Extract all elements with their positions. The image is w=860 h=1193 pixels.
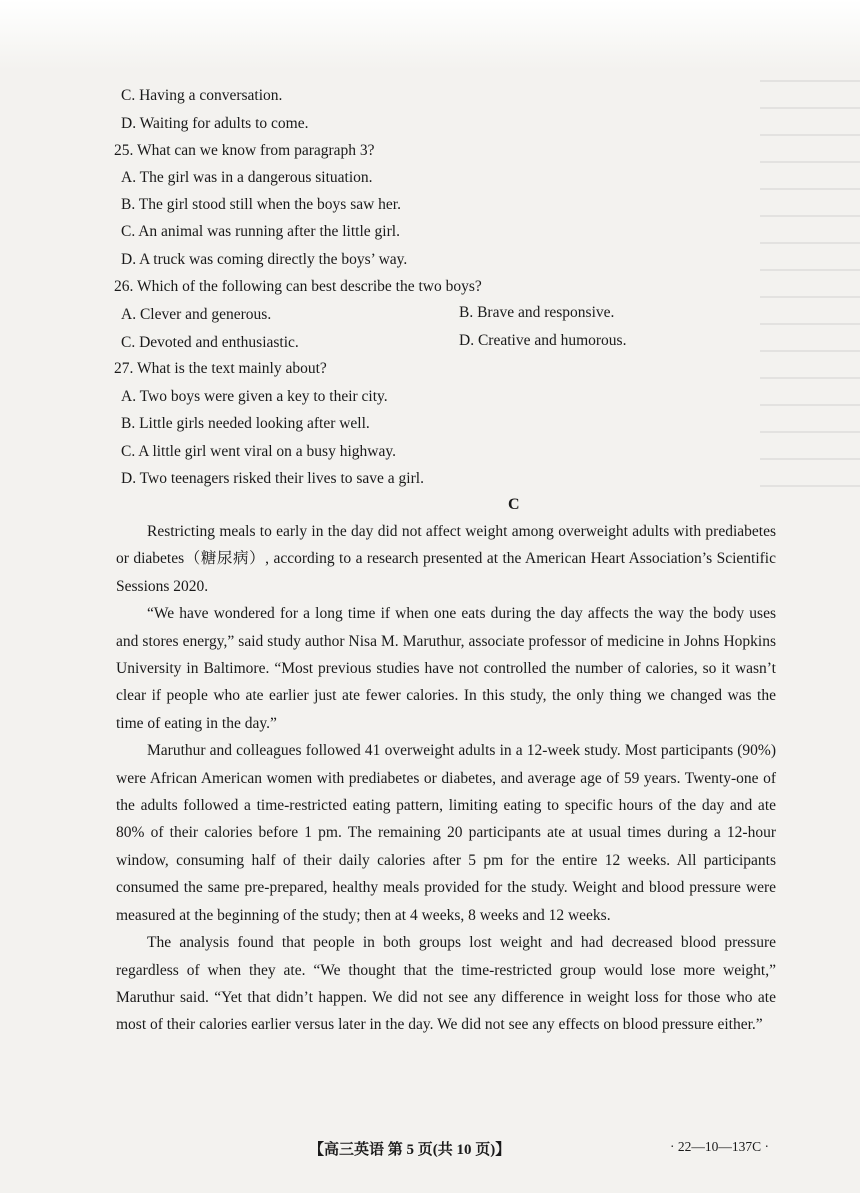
q25-stem: 25. What can we know from paragraph 3? bbox=[114, 142, 375, 159]
section-heading: C bbox=[508, 496, 520, 513]
page-footer: 【高三英语 第 5 页(共 10 页)】 bbox=[309, 1142, 511, 1158]
passage-paragraph-4: The analysis found that people in both groups lost weight and had decreased blood pressure regardless of when they ate. “We thought that the time-restricted group would lose more weight,” Maruthur said. “Yet that didn’t happen. We did not see any difference in weight loss for those who ate most of their calories earlier versus later in the day. We did not see any effects on blood pressure either.” bbox=[116, 934, 776, 1034]
q25-option-a: A. The girl was in a dangerous situation. bbox=[121, 169, 373, 186]
q27-option-b: B. Little girls needed looking after well. bbox=[121, 415, 370, 432]
q26-option-b: B. Brave and responsive. bbox=[459, 304, 615, 321]
q25-option-b: B. The girl stood still when the boys saw her. bbox=[121, 196, 401, 213]
q26-option-d: D. Creative and humorous. bbox=[459, 332, 627, 349]
q27-option-d: D. Two teenagers risked their lives to save a girl. bbox=[121, 470, 424, 487]
q24-option-d: D. Waiting for adults to come. bbox=[121, 115, 309, 132]
passage-paragraph-3: Maruthur and colleagues followed 41 overweight adults in a 12-week study. Most participants (90%) were African American women with prediabetes or diabetes, and average age of 59 years. Twenty-one of the adults followed a time-restricted eating pattern, limiting eating to specific hours of the day and ate 80% of their calories before 1 pm. The remaining 20 participants ate at usual times during a 12-hour window, consuming half of their daily calories after 5 pm for the entire 12 weeks. All participants consumed the same pre-prepared, healthy meals provided for the study. Weight and blood pressure were measured at the beginning of the study; then at 4 weeks, 8 weeks and 12 weeks. bbox=[116, 742, 776, 924]
q27-option-a: A. Two boys were given a key to their city. bbox=[121, 388, 388, 405]
q27-stem: 27. What is the text mainly about? bbox=[114, 360, 327, 377]
scan-shading bbox=[0, 0, 860, 70]
bleed-through-text bbox=[760, 80, 860, 500]
q25-option-d: D. A truck was coming directly the boys’ way. bbox=[121, 251, 408, 268]
q24-option-c: C. Having a conversation. bbox=[121, 87, 283, 104]
q26-option-c: C. Devoted and enthusiastic. bbox=[121, 334, 299, 351]
passage-paragraph-2: “We have wondered for a long time if when one eats during the day affects the way the body uses and stores energy,” said study author Nisa M. Maruthur, associate professor of medicine in Johns Hopkins University in Baltimore. “Most previous studies have not controlled the number of calories, so it wasn’t clear if people who ate earlier just ate fewer calories. In this study, the only thing we changed was the time of eating in the day.” bbox=[116, 605, 776, 732]
q25-option-c: C. An animal was running after the little girl. bbox=[121, 223, 400, 240]
q27-option-c: C. A little girl went viral on a busy highway. bbox=[121, 443, 396, 460]
passage bbox=[116, 518, 776, 1039]
paper-code: · 22—10—137C · bbox=[670, 1139, 769, 1154]
q26-option-a: A. Clever and generous. bbox=[121, 306, 272, 323]
q26-stem: 26. Which of the following can best describe the two boys? bbox=[114, 278, 482, 295]
passage-paragraph-1: Restricting meals to early in the day did not affect weight among overweight adults with prediabetes or diabetes（糖尿病）, according to a research presented at the American Heart Association’s Scientific Sessions 2020. bbox=[116, 523, 776, 595]
